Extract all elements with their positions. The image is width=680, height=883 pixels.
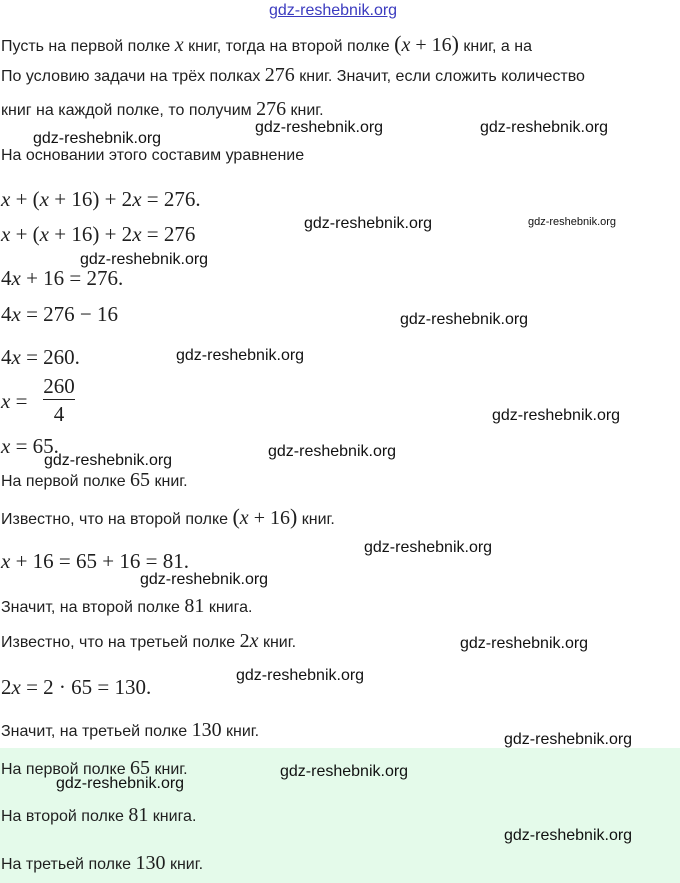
text-line-second-shelf: Известно, что на второй полке (x + 16) книг. [1,504,335,529]
text-line-third-shelf: Известно, что на третьей полке 2x книг. [1,630,297,652]
watermark: gdz-reshebnik.org [56,775,185,792]
intro-line-3: книг на каждой полке, то получим 276 книг. [1,98,324,120]
equation-5: 4x = 260. [1,345,80,369]
equation-7: x = 65. [1,434,59,458]
watermark: gdz-reshebnik.org [176,347,305,364]
result-line-1: На первой полке 65 книг. [1,469,188,491]
fraction-numerator: 260 [43,374,75,398]
equation-3: 4x + 16 = 276. [1,266,124,290]
answer-line-2: На второй полке 81 книга. [1,804,197,826]
watermark: gdz-reshebnik.org [268,443,397,460]
result-line-2: Значит, на второй полке 81 книга. [1,595,253,617]
equation-1: x + (x + 16) + 2x = 276. [1,187,201,211]
watermark: gdz-reshebnik.org [33,130,162,147]
equation-9: 2x = 2 · 65 = 130. [1,675,152,699]
result-line-3: Значит, на третьей полке 130 книг. [1,719,260,741]
watermark: gdz-reshebnik.org [80,251,209,268]
header-site-link[interactable]: gdz-reshebnik.org [269,2,398,19]
watermark: gdz-reshebnik.org [140,571,269,588]
equation-4: 4x = 276 − 16 [1,302,119,326]
intro-line-2: По условию задачи на трёх полках 276 книг. Значит, если сложить количество [1,64,585,86]
equation-8: x + 16 = 65 + 16 = 81. [1,549,189,573]
watermark: gdz-reshebnik.org [480,119,609,136]
watermark: gdz-reshebnik.org [236,667,365,684]
intro-line-4: На основании этого составим уравнение [1,147,305,164]
watermark: gdz-reshebnik.org [528,216,617,228]
answer-line-3: На третьей полке 130 книг. [1,852,204,874]
watermark: gdz-reshebnik.org [364,539,493,556]
fraction-bar [43,399,75,400]
watermark: gdz-reshebnik.org [400,311,529,328]
watermark: gdz-reshebnik.org [44,452,173,469]
equation-2: x + (x + 16) + 2x = 276 [1,222,196,246]
watermark: gdz-reshebnik.org [255,119,384,136]
watermark: gdz-reshebnik.org [280,763,409,780]
watermark: gdz-reshebnik.org [304,215,433,232]
watermark: gdz-reshebnik.org [504,731,633,748]
answer-line-1: На первой полке 65 книг. [1,757,188,779]
watermark: gdz-reshebnik.org [492,407,621,424]
watermark: gdz-reshebnik.org [460,635,589,652]
intro-line-1: Пусть на первой полке x книг, тогда на второй полке (x + 16) книг, а на [1,31,533,56]
watermark: gdz-reshebnik.org [504,827,633,844]
fraction-denominator: 4 [53,402,65,426]
